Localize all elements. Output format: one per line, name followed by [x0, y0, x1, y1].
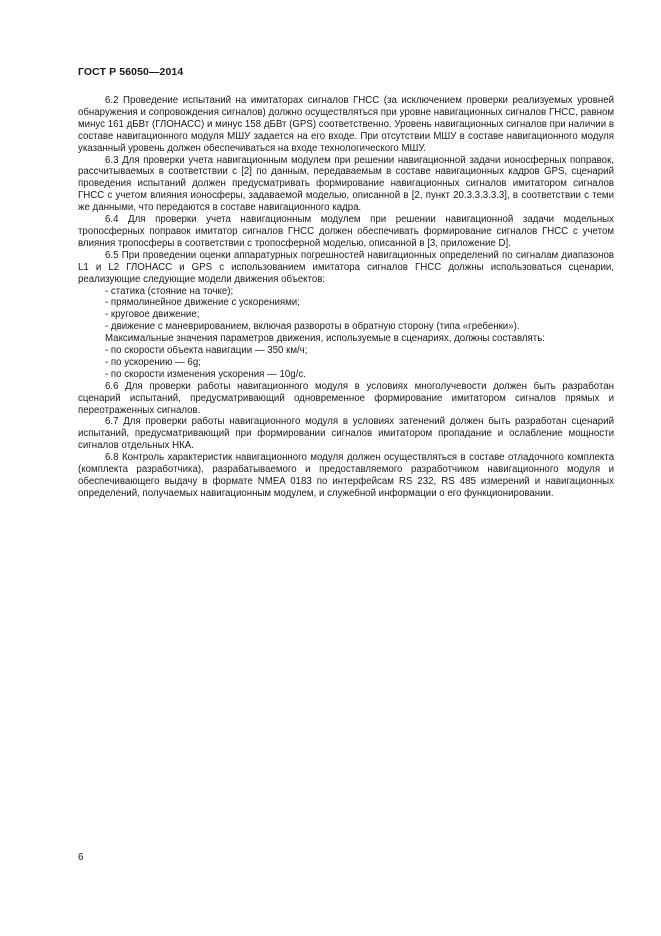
document-body [78, 95, 614, 500]
list-item-maneuvering: - движение с маневрированием, включая развороты в обратную сторону (типа «гребенки»). [105, 321, 520, 333]
paragraph-6-6: 6.6 Для проверки работы навигационного модуля в условиях многолучевости должен быть разработан сценарий испытаний, предусматривающий одновременное формирование имитатором сигналов прямых и переотраженных сигналов. [78, 380, 614, 416]
page-number: 6 [78, 852, 84, 863]
list-intro-max-values: Максимальные значения параметров движения, используемые в сценариях, должны составлять: [105, 333, 545, 345]
paragraph-6-2: 6.2 Проведение испытаний на имитаторах сигналов ГНСС (за исключением проверки реализуемых уровней обнаружения и сопровождения сигналов) должно осуществляться при уровне навигационных сигналов ГНСС, равном минус 161 дБВт (ГЛОНАСС) и минус 158 дБВт (GPS) соответственно. Уровень навигационных сигналов при наличии в составе навигационного модуля МШУ задается на его входе. При отсутствии МШУ в составе навигационного модуля указанный уровень должен обеспечиваться на входе технологического МШУ. [78, 95, 614, 154]
paragraph-6-5: 6.5 При проведении оценки аппаратурных погрешностей навигационных определений по сигналам диапазонов L1 и L2 ГЛОНАСС и GPS с использованием имитатора сигналов ГНСС должны использоваться сценарии, реализующие следующие модели движения объектов: [78, 249, 614, 285]
document-header: ГОСТ Р 56050—2014 [78, 66, 184, 78]
list-item-jerk: - по скорости изменения ускорения — 10g/c. [105, 368, 306, 380]
list-item-linear: - прямолинейное движение с ускорениями; [105, 297, 300, 309]
list-item-acceleration: - по ускорению — 6g; [105, 356, 201, 368]
paragraph-6-7: 6.7 Для проверки работы навигационного модуля в условиях затенений должен быть разработан сценарий испытаний, предусматривающий при формировании сигналов имитатором пропадание и ослабление мощности сигналов отдельных НКА. [78, 416, 614, 452]
list-item-circular: - круговое движение; [105, 309, 200, 321]
list-item-speed: - по скорости объекта навигации — 350 км/ч; [105, 345, 308, 357]
paragraph-6-3: 6.3 Для проверки учета навигационным модулем при решении навигационной задачи ионосферных поправок, рассчитываемых в соответствии с [2] по данным, передаваемым в составе навигационных кадров GPS, сценарий проведения испытаний должен предусматривать формирование навигационных сигналов имитатором сигналов ГНСС с учетом влияния ионосферы, задаваемой моделью, описанной в [2, пункт 20.3.3.3.3.3], в соответствии с теми же данными, что передаются в составе навигационного кадра. [78, 154, 614, 214]
paragraph-6-4: 6.4 Для проверки учета навигационным модулем при решении навигационной задачи модельных тропосферных поправок имитатор сигналов ГНСС должен обеспечивать формирование сигналов ГНСС с учетом влияния тропосферы в соответствии с тропосферной моделью, описанной в [3, приложение D]. [78, 214, 614, 249]
list-item-static: - статика (стояние на точке); [105, 285, 234, 297]
paragraph-6-8: 6.8 Контроль характеристик навигационного модуля должен осуществляться в составе отладочного комплекта (комплекта разработчика), разрабатываемого и предоставляемого разработчиком навигационного модуля и обеспечивающего выдачу в формате NMEA 0183 по интерфейсам RS 232, RS 485 измерений и навигационных определений, получаемых навигационным модулем, и служебной информации о его функционировании. [78, 452, 614, 499]
